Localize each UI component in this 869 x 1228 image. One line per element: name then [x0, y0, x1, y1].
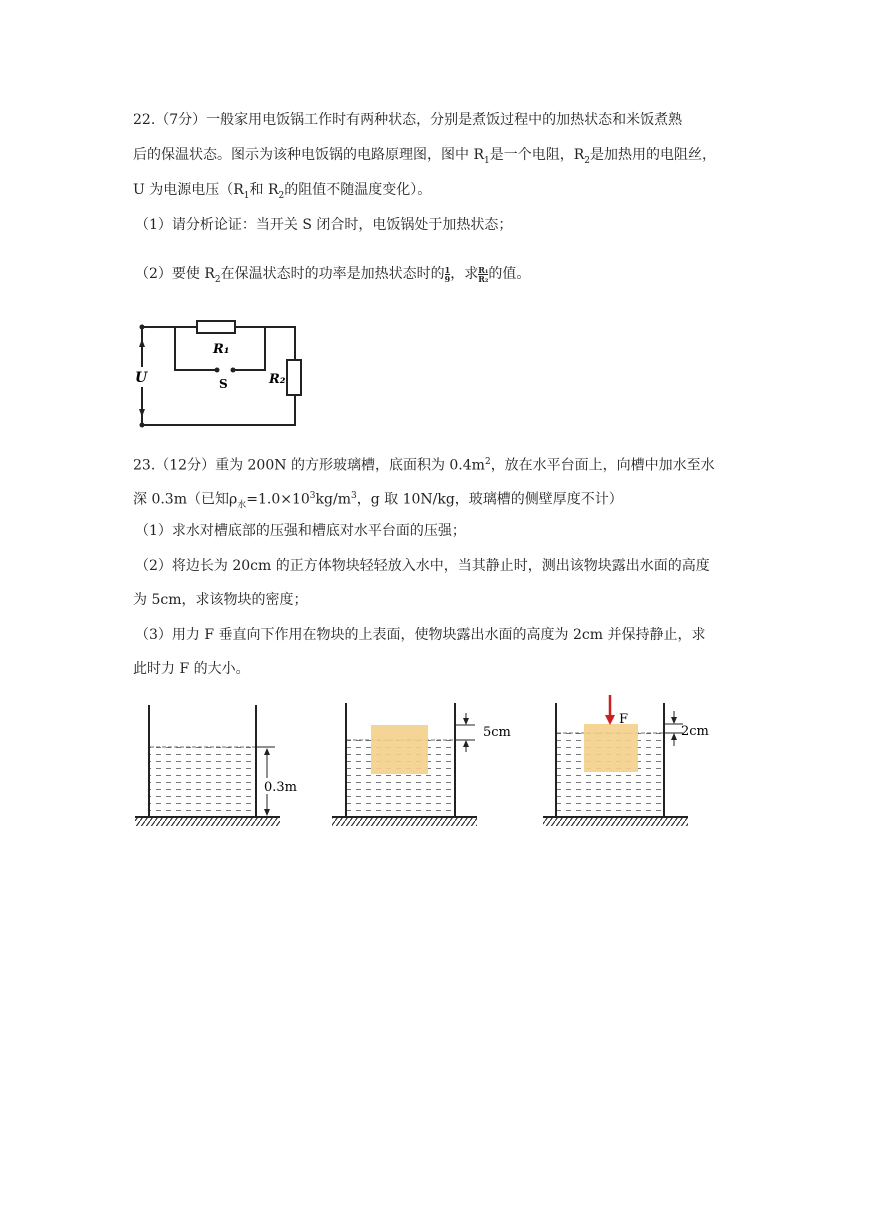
label-u: U	[135, 370, 148, 386]
fraction-one-ninth: $\frac{1}{9}$	[444, 264, 451, 284]
q23-line-2: 深 0.3m（已知$\rho_水=1.0\times 10^3kg/m^3$，g 取 10N/kg，玻璃槽的侧壁厚度不计）	[133, 491, 623, 511]
height-label-5cm: 5cm	[483, 725, 511, 740]
q23-part-3-line-2: 此时力 F 的大小。	[133, 661, 250, 677]
floating-block	[371, 725, 428, 774]
tank-figure-3	[543, 695, 709, 826]
q23-line-1: 23.（12分）重为 200N 的方形玻璃槽，底面积为 $0.4m^2$，放在水平台面上，向槽中加水至水	[133, 457, 715, 474]
q22-line-3: U 为电源电压（$R_1$和 $R_2$的阻值不随温度变化）。	[133, 182, 432, 201]
tank-figures	[125, 695, 709, 835]
q22-line-1: 22.（7分）一般家用电饭锅工作时有两种状态，分别是煮饭过程中的加热状态和米饭煮熟	[133, 112, 683, 128]
label-s: S	[219, 377, 228, 391]
q23-part-2-line-1: （2）将边长为 20cm 的正方体物块轻轻放入水中，当其静止时，测出该物块露出水面的高度	[135, 558, 710, 574]
force-label-f: F	[619, 712, 629, 727]
q23-part-3-line-1: （3）用力 F 垂直向下作用在物块的上表面，使物块露出水面的高度为 2cm 并保持静止，求	[135, 627, 706, 643]
tank-figure-1	[135, 705, 297, 826]
depth-label-0-3m: 0.3m	[264, 780, 298, 795]
circuit-diagram	[125, 315, 310, 435]
q22-part-2: （2）要使 $R_2$在保温状态时的功率是加热状态时的 $\frac{1}{9}$ ，求 $\frac{\text{R₁}}{\text{R₂}}$ 的值。	[135, 264, 531, 285]
label-r2: R₂	[269, 372, 286, 387]
fraction-r1-r2: $\frac{\text{R₁}}{\text{R₂}}$	[478, 264, 489, 284]
q22-line-2: 后的保温状态。图示为该种电饭锅的电路原理图，图中 $R_1$是一个电阻，$R_2$是加热用的电阻丝，	[133, 147, 717, 166]
q23-part-2-line-2: 为 5cm，求该物块的密度；	[133, 592, 308, 608]
q22-part-1: （1）请分析论证：当开关 S 闭合时，电饭锅处于加热状态；	[135, 217, 513, 233]
height-label-2cm: 2cm	[681, 724, 709, 739]
pressed-block	[584, 724, 638, 772]
q23-part-1: （1）求水对槽底部的压强和槽底对水平台面的压强；	[135, 523, 466, 539]
label-r1: R₁	[213, 342, 230, 357]
tank-figure-2	[332, 703, 511, 826]
